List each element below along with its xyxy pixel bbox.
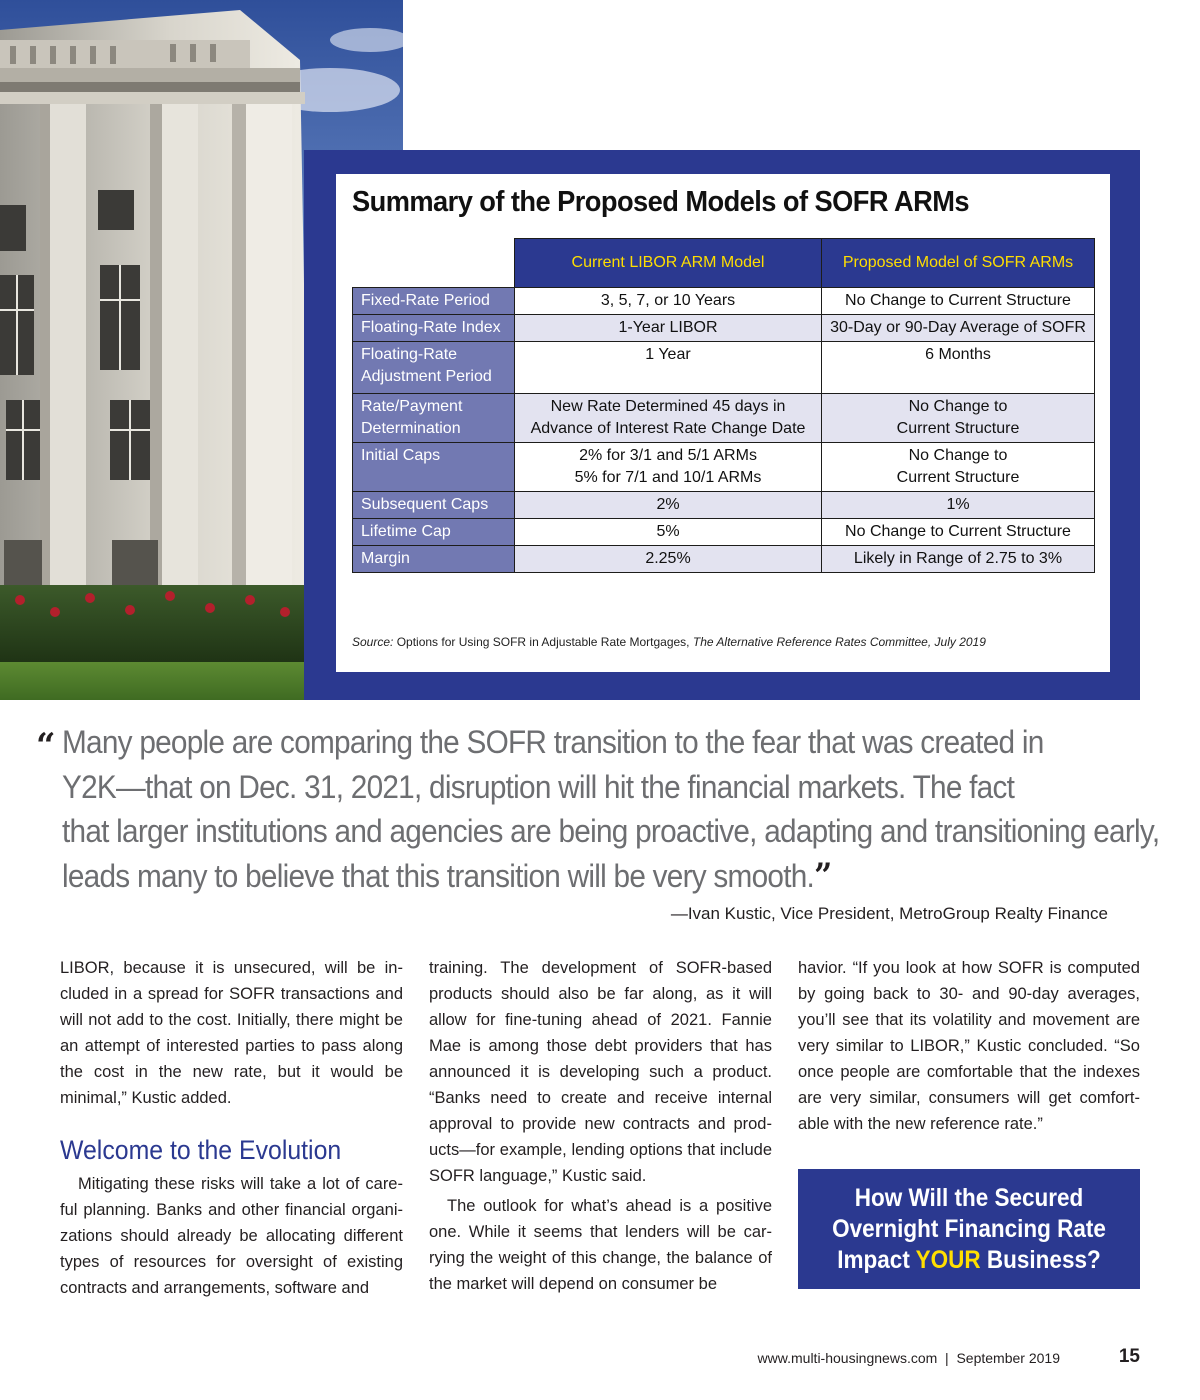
pull-quote-line: Y2K—that on Dec. 31, 2021, disruption will hit the financial markets. The fact: [62, 768, 1015, 805]
value-line: No Change to: [908, 398, 1008, 415]
current-value: 5%: [515, 519, 822, 546]
callout-text: Business?: [980, 1245, 1101, 1274]
value-line: Current Structure: [896, 469, 1020, 486]
proposed-value: No Change to Current Structure: [822, 288, 1095, 315]
callout-line: How Will the Secured: [854, 1183, 1084, 1212]
table-header-row: [353, 239, 1095, 288]
article-paragraph: training. The development of SOFR-based products should also be far along, as it will allow for fine-tuning ahead of 2021. Fannie Mae is among those debt providers that has announced it is developing such a product. “Banks need to create and receive internal approval to provide new contracts and products—for example, lending options that include SOFR language,” Kustic said.: [429, 959, 772, 1185]
source-text: Options for Using SOFR in Adjustable Rate Mortgages,: [396, 635, 690, 649]
column-header-current: Current LIBOR ARM Model: [515, 239, 822, 288]
value-line: 2% for 3/1 and 5/1 ARMs: [579, 447, 757, 464]
footer-site-date: www.multi-housingnews.com | September 2019: [757, 1350, 1060, 1366]
proposed-value: No Change to Current Structure: [822, 519, 1095, 546]
sofr-impact-callout[interactable]: [798, 1169, 1140, 1289]
proposed-value: 6 Months: [822, 342, 1095, 394]
callout-highlight: YOUR: [915, 1245, 981, 1274]
row-label: [353, 394, 515, 443]
pull-quote: [62, 720, 1160, 898]
close-quote-mark: ”: [814, 855, 827, 896]
row-label: Fixed-Rate Period: [353, 288, 515, 315]
value-line: No Change to: [908, 447, 1008, 464]
quote-attribution: —Ivan Kustic, Vice President, MetroGroup Realty Finance: [670, 904, 1108, 923]
article-paragraph: havior. “If you look at how SOFR is computed by going back to 30- and 90-day averages, you’ll see that its volatility and movement are very similar to LIBOR,” Kustic concluded. “So once people are comfortable that the indexes are very similar, consumers will get comfortable with the new reference rate.”: [798, 959, 1140, 1133]
table-row: [353, 342, 1095, 394]
column-header-proposed: Proposed Model of SOFR ARMs: [822, 239, 1095, 288]
value-line: New Rate Determined 45 days in: [550, 398, 786, 415]
table-row: [353, 492, 1095, 519]
page-number: 15: [1118, 1346, 1140, 1367]
article-column-1: [60, 955, 403, 1301]
header-blank-cell: [353, 239, 515, 288]
table-row: [353, 394, 1095, 443]
pull-quote-line: that larger institutions and agencies are being proactive, adapting and transitioning early,: [62, 813, 1160, 849]
callout-text: Impact: [837, 1245, 916, 1274]
row-label: Margin: [353, 546, 515, 573]
pull-quote-line: Many people are comparing the SOFR transition to the fear that was created in: [62, 724, 1044, 760]
row-label: Initial Caps: [353, 443, 515, 492]
proposed-value: 1%: [822, 492, 1095, 519]
source-org: The Alternative Reference Rates Committee, July 2019: [692, 635, 986, 649]
row-label-line: Floating-Rate: [361, 346, 458, 363]
proposed-value: 30-Day or 90-Day Average of SOFR: [822, 315, 1095, 342]
table-row: [353, 288, 1095, 315]
article-paragraph: LIBOR, because it is unsecured, will be included in a spread for SOFR transactions and will not add to the cost. Initially, there might be an attempt of interested parties to pass along the cost in the new rate, but it would be minimal,” Kustic added.: [60, 959, 403, 1107]
current-value: [515, 443, 822, 492]
source-label: Source:: [352, 635, 394, 649]
callout-line: Overnight Financing Rate: [832, 1214, 1106, 1243]
current-value: 2.25%: [515, 546, 822, 573]
row-label: [353, 342, 515, 394]
proposed-value: [822, 443, 1095, 492]
article-paragraph: The outlook for what’s ahead is a positive one. While it seems that lenders will be carrying the weight of this change, the balance of the market will depend on consumer be: [429, 1197, 772, 1293]
row-label-line: Rate/Payment: [361, 398, 463, 415]
sofr-summary-panel: [304, 150, 1140, 700]
callout-line: [815, 1245, 1123, 1276]
table-row: [353, 519, 1095, 546]
open-quote-mark: “: [36, 726, 50, 766]
article-paragraph: Mitigating these risks will take a lot of careful planning. Banks and other financial organizations should already be allocating different types of resources for oversight of existing contracts and arrangements, software and: [60, 1175, 403, 1297]
current-value: 3, 5, 7, or 10 Years: [515, 288, 822, 315]
proposed-value: [822, 394, 1095, 443]
sofr-summary-table: [352, 238, 1095, 573]
value-line: Current Structure: [896, 420, 1020, 437]
article-column-3: [798, 955, 1140, 1137]
pull-quote-line-last: [62, 854, 1057, 899]
table-title: Summary of the Proposed Models of SOFR ARMs: [352, 186, 969, 218]
proposed-value: Likely in Range of 2.75 to 3%: [822, 546, 1095, 573]
table-row: [353, 443, 1095, 492]
row-label: Floating-Rate Index: [353, 315, 515, 342]
table-row: [353, 546, 1095, 573]
current-value: [515, 394, 822, 443]
section-subheading: Welcome to the Evolution: [60, 1135, 342, 1165]
row-label-line: Adjustment Period: [361, 368, 492, 385]
row-label-line: Determination: [361, 420, 461, 437]
article-column-2: [429, 955, 772, 1297]
current-value: 1 Year: [515, 342, 822, 394]
pull-quote-line-text: leads many to believe that this transition will be very smooth.: [62, 857, 815, 894]
table-row: [353, 315, 1095, 342]
current-value: 2%: [515, 492, 822, 519]
row-label: Lifetime Cap: [353, 519, 515, 546]
row-label: Subsequent Caps: [353, 492, 515, 519]
value-line: Advance of Interest Rate Change Date: [530, 420, 806, 437]
sofr-summary-card: [336, 174, 1110, 672]
table-source-note: [352, 635, 986, 649]
value-line: 5% for 7/1 and 10/1 ARMs: [574, 469, 762, 486]
current-value: 1-Year LIBOR: [515, 315, 822, 342]
